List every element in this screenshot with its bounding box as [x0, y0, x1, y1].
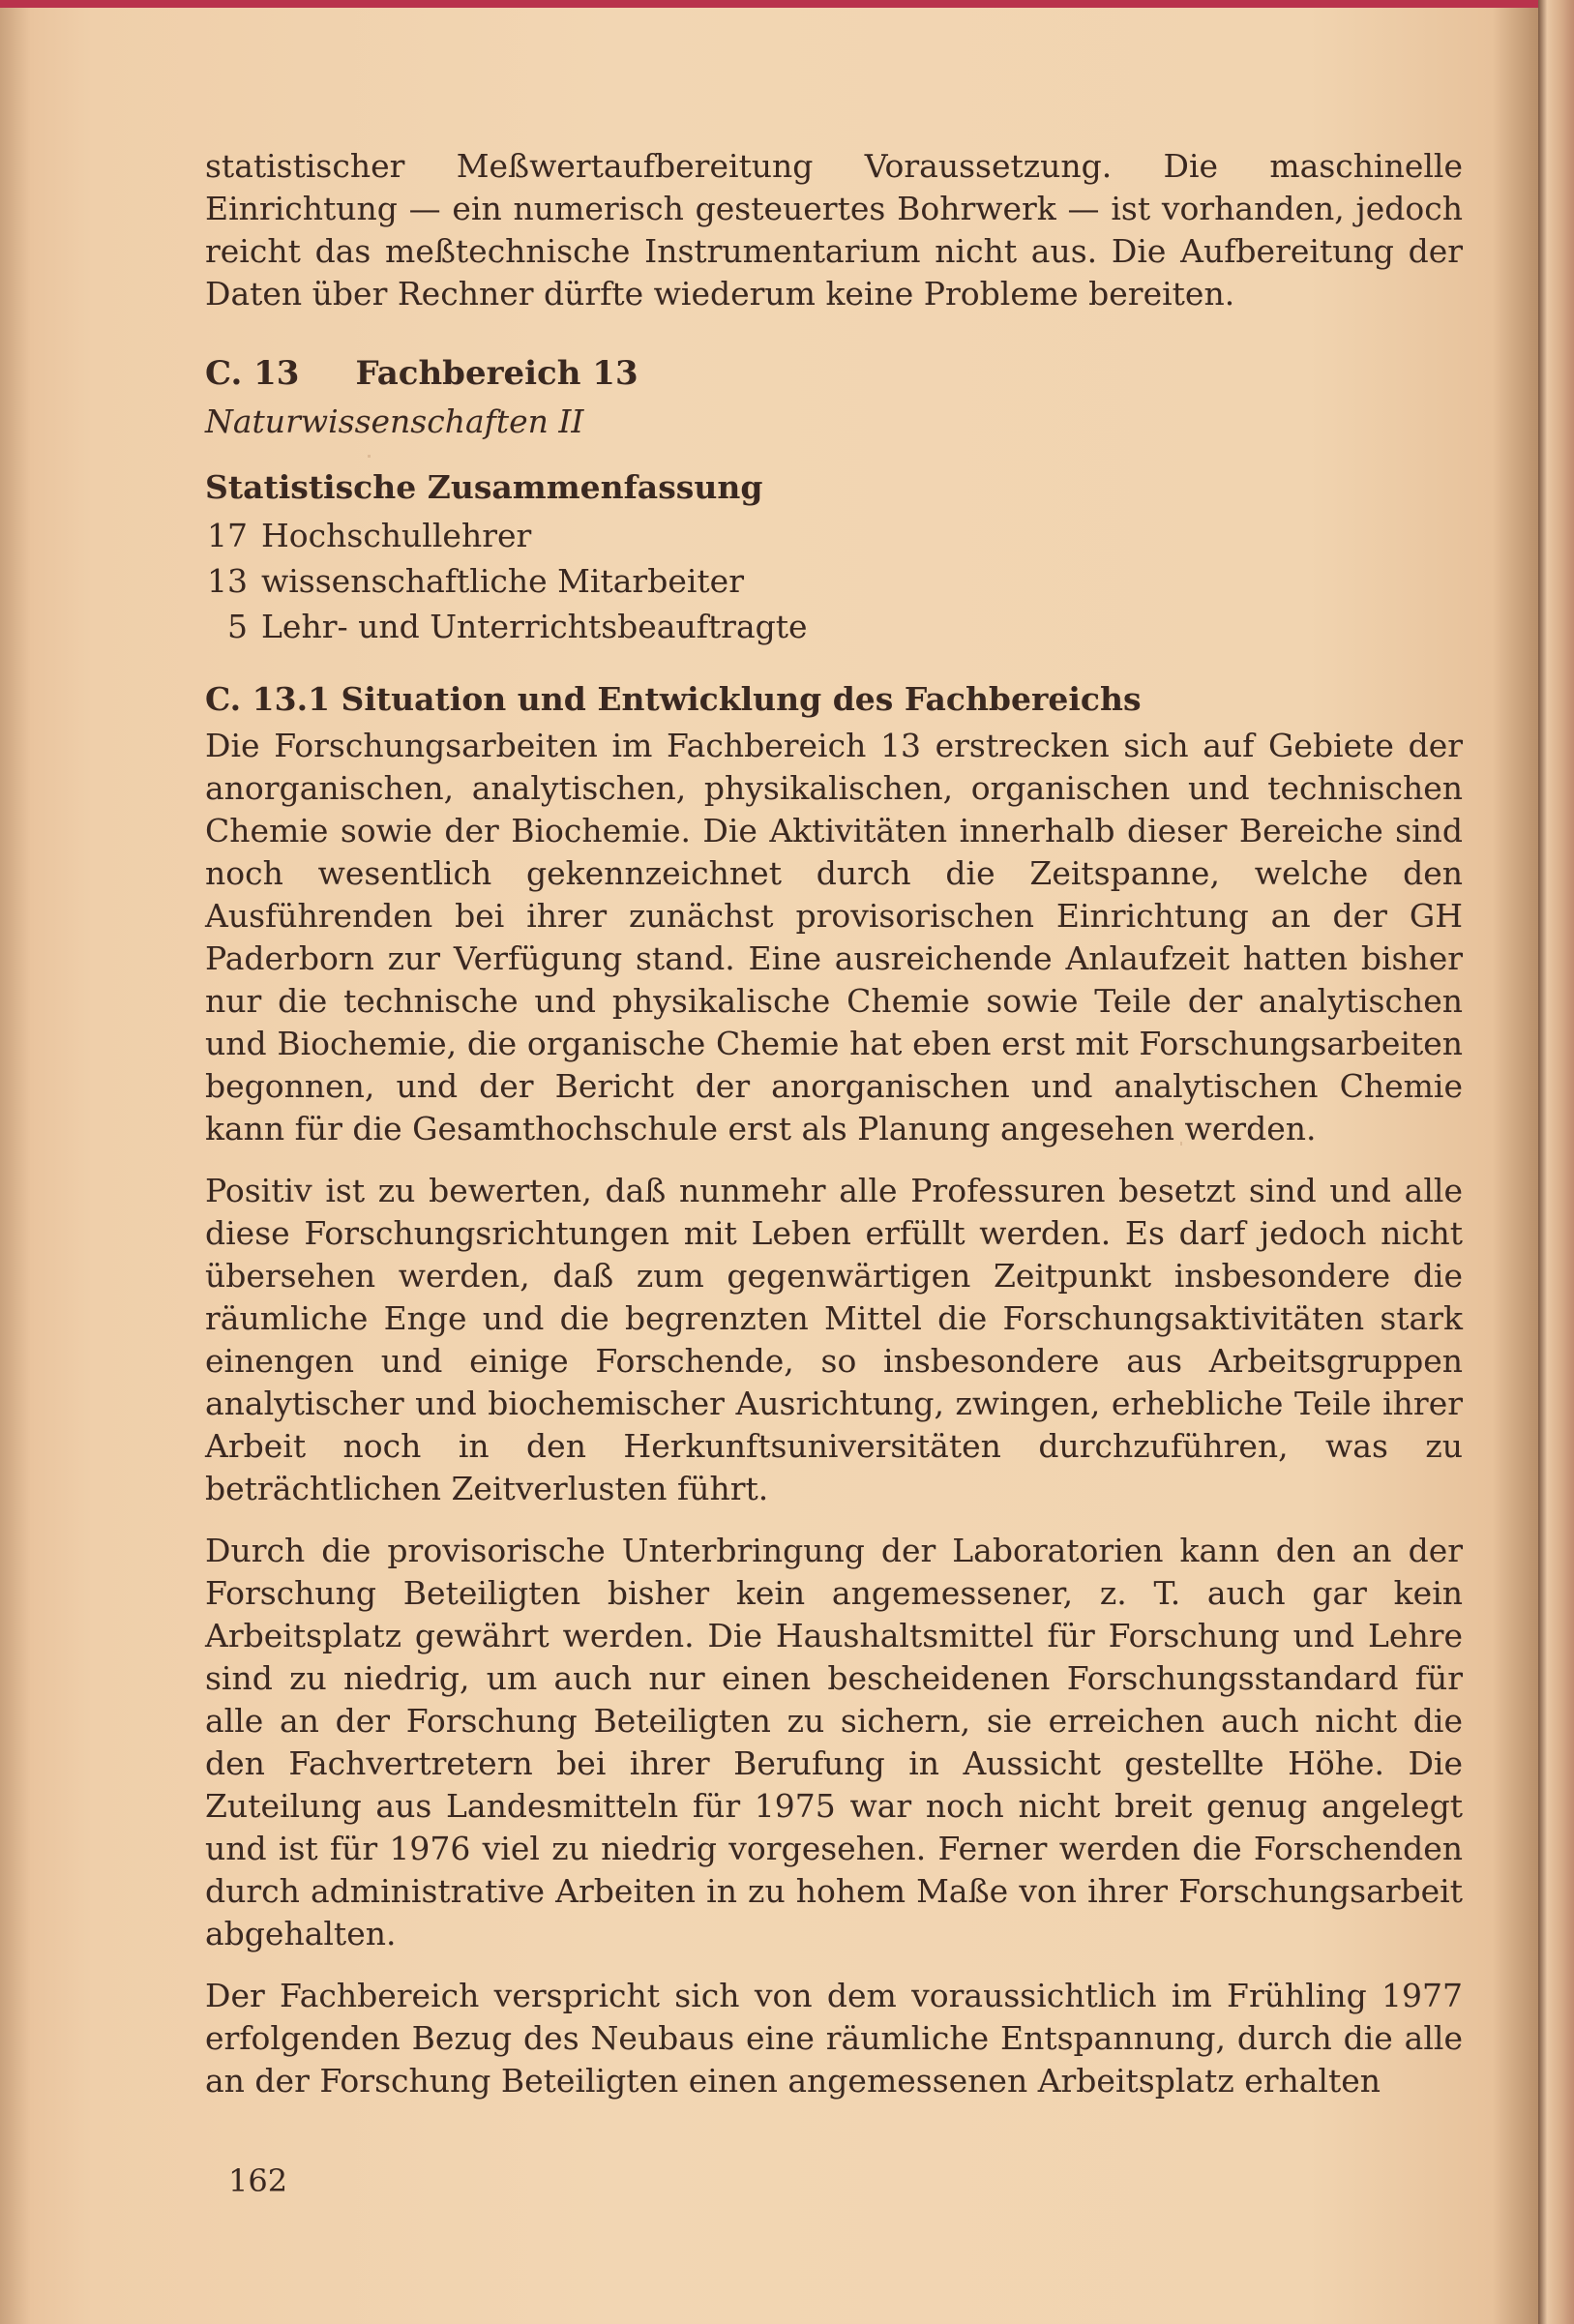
statistics-item: [205, 604, 1463, 649]
body-paragraph-2: Positiv ist zu bewerten, daß nunmehr alle Professuren besetzt sind und alle diese Forschungsrichtungen mit Leben erfüllt werden. Es darf jedoch nicht übersehen werden, daß zum gegenwärtigen Zeitpunkt insbesondere die räumliche Enge und die begrenzten Mittel die Forschungsaktivitäten stark einengen und einige Forschende, so insbesondere aus Arbeitsgruppen analytischer und biochemischer Ausrichtung, zwingen, erhebliche Teile ihrer Arbeit noch in den Herkunftsuniversitäten durchzuführen, was zu beträchtlichen Zeitverlusten führt.: [205, 1172, 1463, 1507]
statistics-item: [205, 558, 1463, 604]
statistics-label: Hochschullehrer: [261, 516, 532, 554]
body-paragraph-3: Durch die provisorische Unterbringung der Laboratorien kann den an der Forschung Beteiligten bisher kein angemessener, z. T. auch gar kein Arbeitsplatz gewährt werden. Die Haushaltsmittel für Forschung und Lehre sind zu niedrig, um auch nur einen bescheidenen Forschungsstandard für alle an der Forschung Beteiligten zu sichern, sie erreichen auch nicht die den Fachvertretern bei ihrer Berufung in Aussicht gestellte Höhe. Die Zuteilung aus Landesmitteln für 1975 war noch nicht breit genug angelegt und ist für 1976 viel zu niedrig vorgesehen. Ferner werden die Forschenden durch administrative Arbeiten in zu hohem Maße von ihrer Forschungsarbeit abgehalten.: [205, 1532, 1463, 1952]
body-paragraph-4: Der Fachbereich verspricht sich von dem voraussichtlich im Frühling 1977 erfolgenden Bezug des Neubaus eine räumliche Entspannung, durch die alle an der Forschung Beteiligten einen angemessenen Arbeitsplatz erhalten: [205, 1977, 1463, 2100]
intro-paragraph: statistischer Meßwertaufbereitung Voraussetzung. Die maschinelle Einrichtung — ein numerisch gesteuertes Bohrwerk — ist vorhanden, jedoch reicht das meßtechnische Instrumentarium nicht aus. Die Aufbereitung der Daten über Rechner dürfte wiederum keine Probleme bereiten.: [205, 147, 1463, 313]
statistics-count: 5: [227, 607, 248, 645]
statistics-heading: Statistische Zusammenfassung: [205, 468, 763, 506]
statistics-list: [205, 513, 1463, 649]
section-heading: [205, 352, 1463, 395]
statistics-count: 17: [207, 516, 248, 554]
section-number: C. 13: [205, 354, 300, 393]
statistics-label: Lehr- und Unterrichtsbeauftragte: [261, 607, 808, 645]
body-paragraph-1: Die Forschungsarbeiten im Fachbereich 13 erstrecken sich auf Gebiete der anorganischen, analytischen, physikalischen, organischen und technischen Chemie sowie der Biochemie. Die Aktivitäten innerhalb dieser Bereiche sind noch wesentlich gekennzeichnet durch die Zeitspanne, welche den Ausführenden bei ihrer zunächst provisorischen Einrichtung an der GH Paderborn zur Verfügung stand. Eine ausreichende Anlaufzeit hatten bisher nur die technische und physikalische Chemie sowie Teile der analytischen und Biochemie, die organische Chemie hat eben erst mit Forschungsarbeiten begonnen, und der Bericht der anorganischen und analytischen Chemie kann für die Gesamthochschule erst als Planung angesehen werden.: [205, 727, 1463, 1147]
book-page-edges: [1538, 0, 1574, 2324]
page-number: 162: [228, 2162, 288, 2199]
section-subtitle: Naturwissenschaften II: [205, 402, 584, 440]
section-title: Fachbereich 13: [355, 354, 639, 393]
statistics-label: wissenschaftliche Mitarbeiter: [261, 561, 744, 600]
page-body: [205, 145, 1463, 2122]
subsection-heading: C. 13.1 Situation und Entwicklung des Fachbereichs: [205, 680, 1142, 718]
statistics-item: [205, 513, 1463, 558]
statistics-count: 13: [207, 561, 248, 600]
